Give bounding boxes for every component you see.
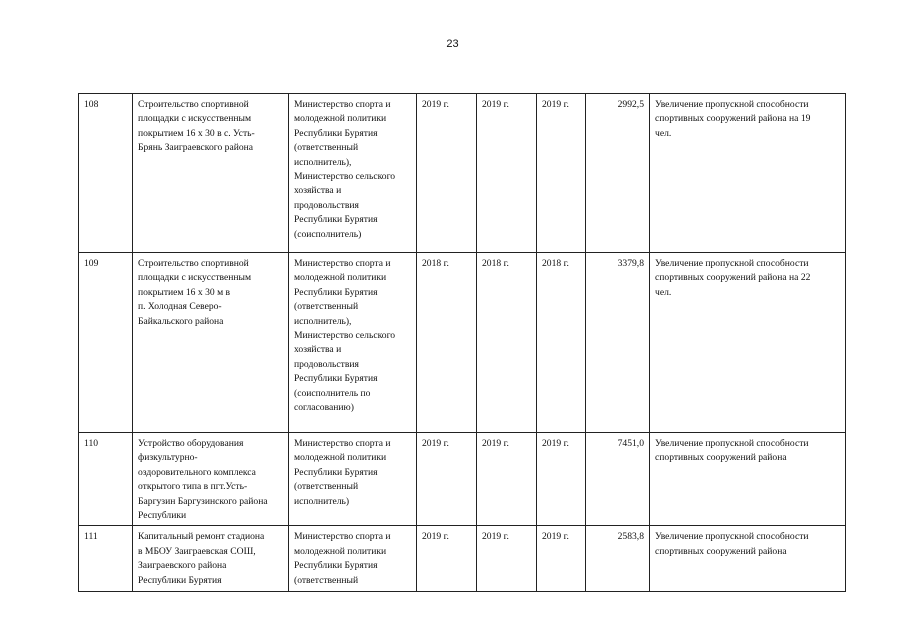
year-completion-cell: 2019 г.: [537, 433, 586, 526]
year-end-cell: 2018 г.: [477, 253, 537, 433]
year-end-cell: 2019 г.: [477, 433, 537, 526]
amount-cell: 7451,0: [586, 433, 650, 526]
result-cell: Увеличение пропускной способности спортивных сооружений района: [650, 526, 846, 592]
year-start-cell: 2019 г.: [417, 526, 477, 592]
table-row: [79, 433, 846, 526]
result-cell: Увеличение пропускной способности спортивных сооружений района: [650, 433, 846, 526]
row-number-cell: 111: [79, 526, 133, 592]
row-number-cell: 108: [79, 94, 133, 253]
year-start-cell: 2018 г.: [417, 253, 477, 433]
table-row: [79, 526, 846, 592]
amount-cell: 2583,8: [586, 526, 650, 592]
measure-name-cell: Устройство оборудования физкультурно- оздоровительного комплекса открытого типа в пгт.Усть- Баргузин Баргузинского района Республики: [133, 433, 289, 526]
program-measures-table: [78, 93, 846, 592]
year-start-cell: 2019 г.: [417, 94, 477, 253]
result-cell: Увеличение пропускной способности спортивных сооружений района на 19 чел.: [650, 94, 846, 253]
measure-name-cell: Строительство спортивной площадки с искусственным покрытием 16 х 30 м в п. Холодная Северо- Байкальского района: [133, 253, 289, 433]
amount-cell: 2992,5: [586, 94, 650, 253]
page-number: 23: [446, 38, 459, 50]
measure-name-cell: Строительство спортивной площадки с искусственным покрытием 16 х 30 в с. Усть- Брянь Заиграевского района: [133, 94, 289, 253]
year-end-cell: 2019 г.: [477, 526, 537, 592]
year-completion-cell: 2019 г.: [537, 94, 586, 253]
executor-cell: Министерство спорта и молодежной политики Республики Бурятия (ответственный исполнитель), Министерство сельского хозяйства и продовольствия Республики Бурятия (соисполнитель): [289, 94, 417, 253]
row-number-cell: 109: [79, 253, 133, 433]
year-start-cell: 2019 г.: [417, 433, 477, 526]
year-end-cell: 2019 г.: [477, 94, 537, 253]
table-row: [79, 94, 846, 253]
table-row: [79, 253, 846, 433]
amount-cell: 3379,8: [586, 253, 650, 433]
result-cell: Увеличение пропускной способности спортивных сооружений района на 22 чел.: [650, 253, 846, 433]
executor-cell: Министерство спорта и молодежной политики Республики Бурятия (ответственный исполнитель), Министерство сельского хозяйства и продовольствия Республики Бурятия (соисполнитель по согласованию): [289, 253, 417, 433]
measure-name-cell: Капитальный ремонт стадиона в МБОУ Заиграевская СОШ, Заиграевского района Республики Бурятия: [133, 526, 289, 592]
executor-cell: Министерство спорта и молодежной политики Республики Бурятия (ответственный исполнитель): [289, 433, 417, 526]
year-completion-cell: 2018 г.: [537, 253, 586, 433]
row-number-cell: 110: [79, 433, 133, 526]
executor-cell: Министерство спорта и молодежной политики Республики Бурятия (ответственный: [289, 526, 417, 592]
year-completion-cell: 2019 г.: [537, 526, 586, 592]
